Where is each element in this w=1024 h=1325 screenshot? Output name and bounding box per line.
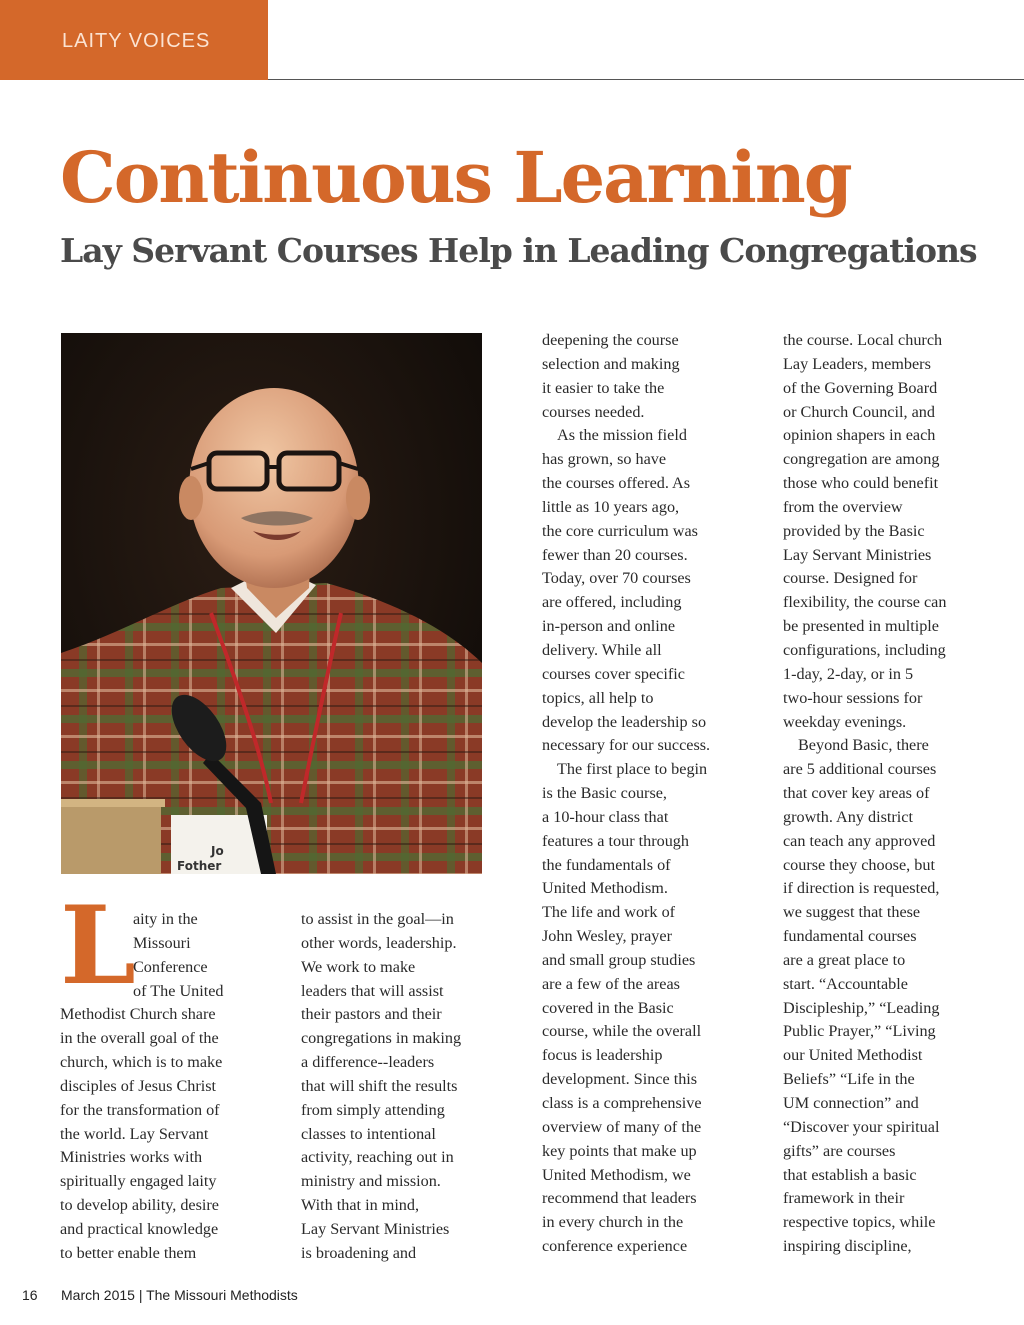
body-text-line: “Discover your spiritual bbox=[783, 1117, 940, 1136]
body-text-line: disciples of Jesus Christ bbox=[60, 1076, 217, 1095]
issue-line: March 2015 | The Missouri Methodists bbox=[61, 1287, 298, 1303]
body-text-line: the world. Lay Servant bbox=[60, 1124, 209, 1143]
body-text-line: in-person and online bbox=[542, 617, 676, 636]
body-text-line: to develop ability, desire bbox=[60, 1196, 219, 1215]
body-text-line: The life and work of bbox=[542, 903, 676, 922]
article-subtitle: Lay Servant Courses Help in Leading Congregations bbox=[60, 231, 977, 270]
body-text-line: respective topics, while bbox=[783, 1213, 936, 1232]
body-text-line: two-hour sessions for bbox=[783, 688, 923, 707]
article-title: Continuous Learning bbox=[60, 136, 851, 219]
body-column-3 bbox=[542, 329, 732, 1259]
body-text-line: 1-day, 2-day, or in 5 bbox=[783, 664, 914, 683]
body-text-line: be presented in multiple bbox=[783, 617, 939, 636]
body-text-line: other words, leadership. bbox=[301, 933, 457, 952]
body-text-line: weekday evenings. bbox=[783, 712, 907, 731]
body-text-line: the fundamentals of bbox=[542, 855, 671, 874]
body-text-line: delivery. While all bbox=[542, 640, 662, 659]
body-text-line: provided by the Basic bbox=[783, 521, 925, 540]
body-text-line: Lay Servant Ministries bbox=[301, 1219, 450, 1238]
page-number: 16 bbox=[22, 1287, 38, 1303]
body-text-line: key points that make up bbox=[542, 1141, 697, 1160]
body-text-line: focus is leadership bbox=[542, 1046, 663, 1065]
body-text-line: aity in the bbox=[133, 910, 198, 928]
body-text-line: start. “Accountable bbox=[783, 974, 908, 993]
body-text-line: is the Basic course, bbox=[542, 784, 667, 803]
body-text-line: little as 10 years ago, bbox=[542, 497, 680, 516]
body-text-line: and practical knowledge bbox=[60, 1219, 219, 1238]
svg-text:Fother: Fother bbox=[177, 859, 222, 873]
body-text-line: configurations, including bbox=[783, 640, 946, 659]
body-text-line: features a tour through bbox=[542, 831, 689, 850]
body-text-line: deepening the course bbox=[542, 331, 679, 349]
body-text-line: the course. Local church bbox=[783, 331, 943, 349]
body-column-1 bbox=[60, 908, 260, 1266]
body-text-line: from simply attending bbox=[301, 1100, 445, 1119]
body-text-line: and small group studies bbox=[542, 950, 696, 969]
body-text-line: or Church Council, and bbox=[783, 402, 935, 421]
body-text-line: John Wesley, prayer bbox=[542, 927, 672, 946]
body-text-line: conference experience bbox=[542, 1237, 688, 1256]
body-text-line: Today, over 70 courses bbox=[542, 569, 691, 588]
body-text-line: those who could benefit bbox=[783, 474, 939, 493]
body-text-line: to better enable them bbox=[60, 1243, 197, 1262]
body-text-line: their pastors and their bbox=[301, 1005, 442, 1024]
body-text-line: inspiring discipline, bbox=[783, 1237, 912, 1256]
body-text-line: topics, all help to bbox=[542, 688, 654, 707]
drop-cap: L bbox=[60, 883, 136, 1009]
body-text-line: we suggest that these bbox=[783, 903, 921, 922]
body-text-line: fewer than 20 courses. bbox=[542, 545, 688, 564]
body-text-line: are offered, including bbox=[542, 593, 682, 612]
body-text-line: We work to make bbox=[301, 957, 416, 976]
body-text-line: opinion shapers in each bbox=[783, 426, 936, 445]
body-text-line: Methodist Church share bbox=[60, 1005, 216, 1024]
body-text-line: are a great place to bbox=[783, 950, 906, 969]
speaker-photo bbox=[61, 333, 482, 874]
body-text-line: recommend that leaders bbox=[542, 1189, 697, 1208]
body-text-line: Missouri bbox=[133, 933, 191, 952]
body-text-line: flexibility, the course can bbox=[783, 593, 947, 612]
body-text-line: from the overview bbox=[783, 497, 903, 516]
svg-text:Jo: Jo bbox=[211, 844, 224, 858]
body-text-line: Conference bbox=[133, 957, 208, 976]
body-text-line: congregation are among bbox=[783, 450, 940, 469]
body-text-line: that cover key areas of bbox=[783, 784, 930, 803]
body-text-line: Beyond Basic, there bbox=[798, 736, 929, 755]
body-text-line: church, which is to make bbox=[60, 1053, 223, 1072]
body-text-line: congregations in making bbox=[301, 1029, 462, 1048]
body-text-line: a 10-hour class that bbox=[542, 807, 669, 826]
body-text-line: courses cover specific bbox=[542, 664, 685, 683]
body-column-2 bbox=[301, 908, 491, 1266]
header-rule bbox=[268, 79, 1024, 80]
body-text-line: in the overall goal of the bbox=[60, 1029, 219, 1048]
body-text-line: courses needed. bbox=[542, 402, 645, 421]
body-text-line: spiritually engaged laity bbox=[60, 1172, 217, 1191]
body-text-line: development. Since this bbox=[542, 1070, 698, 1089]
body-text-line: course. Designed for bbox=[783, 569, 918, 588]
body-text-line: The first place to begin bbox=[557, 760, 708, 779]
body-text-line: Beliefs” “Life in the bbox=[783, 1070, 915, 1089]
body-column-4 bbox=[783, 329, 973, 1259]
section-tab bbox=[0, 0, 268, 80]
body-text-line: ministry and mission. bbox=[301, 1172, 441, 1191]
body-text-line: classes to intentional bbox=[301, 1124, 436, 1143]
body-text-line: Discipleship,” “Leading bbox=[783, 998, 940, 1017]
body-text-line: framework in their bbox=[783, 1189, 905, 1208]
body-text-line: a difference--leaders bbox=[301, 1053, 435, 1072]
body-text-line: leaders that will assist bbox=[301, 981, 444, 1000]
body-text-line: has grown, so have bbox=[542, 450, 667, 469]
body-text-line: activity, reaching out in bbox=[301, 1148, 454, 1167]
body-text-line: course, while the overall bbox=[542, 1022, 702, 1041]
body-text-line: are 5 additional courses bbox=[783, 760, 937, 779]
body-text-line: Lay Servant Ministries bbox=[783, 545, 932, 564]
body-text-line: course they choose, but bbox=[783, 855, 935, 874]
body-text-line: that will shift the results bbox=[301, 1076, 458, 1095]
body-text-line: that establish a basic bbox=[783, 1165, 917, 1184]
body-text-line: United Methodism, we bbox=[542, 1165, 691, 1184]
body-text-line: covered in the Basic bbox=[542, 998, 674, 1017]
body-text-line: our United Methodist bbox=[783, 1046, 923, 1065]
body-text-line: in every church in the bbox=[542, 1213, 684, 1232]
body-text-line: necessary for our success. bbox=[542, 736, 711, 755]
section-label: LAITY VOICES bbox=[62, 30, 211, 52]
body-text-line: of the Governing Board bbox=[783, 378, 938, 397]
body-text-line: With that in mind, bbox=[301, 1196, 420, 1215]
body-text-line: Public Prayer,” “Living bbox=[783, 1022, 936, 1041]
body-text-line: Lay Leaders, members bbox=[783, 354, 931, 373]
body-text-line: if direction is requested, bbox=[783, 879, 940, 898]
body-text-line: to assist in the goal—in bbox=[301, 910, 454, 928]
body-text-line: the courses offered. As bbox=[542, 474, 691, 493]
body-text-line: are a few of the areas bbox=[542, 974, 680, 993]
body-text-line: United Methodism. bbox=[542, 879, 668, 898]
body-text-line: selection and making bbox=[542, 354, 680, 373]
body-text-line: for the transformation of bbox=[60, 1100, 220, 1119]
body-text-line: UM connection” and bbox=[783, 1094, 919, 1112]
body-text-line: of The United bbox=[133, 981, 224, 1000]
body-text-line: fundamental courses bbox=[783, 927, 917, 946]
body-text-line: can teach any approved bbox=[783, 831, 936, 850]
body-text-line: is broadening and bbox=[301, 1243, 417, 1262]
body-text-line: develop the leadership so bbox=[542, 712, 707, 731]
body-text-line: As the mission field bbox=[557, 426, 687, 445]
body-text-line: the core curriculum was bbox=[542, 521, 698, 540]
body-text-line: class is a comprehensive bbox=[542, 1094, 702, 1112]
body-text-line: overview of many of the bbox=[542, 1117, 702, 1136]
body-text-line: Ministries works with bbox=[60, 1148, 203, 1167]
body-text-line: it easier to take the bbox=[542, 378, 665, 397]
body-text-line: growth. Any district bbox=[783, 807, 913, 826]
body-text-line: gifts” are courses bbox=[783, 1141, 896, 1160]
